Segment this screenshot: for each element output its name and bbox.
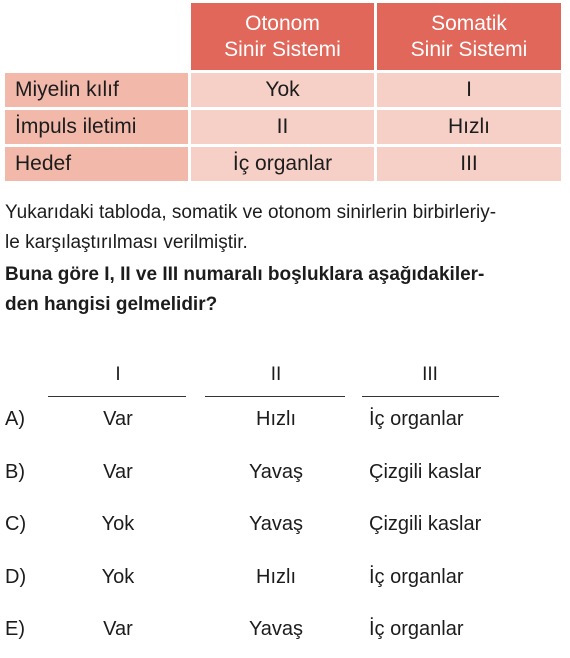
option-value-II: Yavaş xyxy=(248,513,304,535)
table-cell: İç organlar xyxy=(191,147,377,184)
option-value-II: Yavaş xyxy=(248,618,304,640)
answer-column-header-III: III xyxy=(422,364,438,385)
table-cell: Yok xyxy=(191,73,377,110)
header-otonom: Otonom Sinir Sistemi xyxy=(191,3,377,73)
option-value-III: İç organlar xyxy=(369,408,464,430)
table-row xyxy=(5,73,561,110)
option-value-I: Var xyxy=(103,461,133,483)
option-value-III: Çizgili kaslar xyxy=(369,461,482,483)
question-intro: Yukarıdaki tabloda, somatik ve otonom sinirlerin birbirleriy- le karşılaştırılması verilmiştir. xyxy=(5,202,497,253)
option-value-III: İç organlar xyxy=(369,566,464,588)
option-value-I: Var xyxy=(103,408,133,430)
option-value-II: Hızlı xyxy=(256,408,296,430)
option-value-I: Yok xyxy=(101,566,135,588)
row-label: İmpuls iletimi xyxy=(5,110,191,147)
table-header-row xyxy=(5,3,561,73)
table-cell: I xyxy=(377,73,561,110)
option-letter: D) xyxy=(5,566,27,588)
table-cell: III xyxy=(377,147,561,184)
option-letter: C) xyxy=(5,513,27,535)
option-value-II: Hızlı xyxy=(256,566,296,588)
table-cell: Hızlı xyxy=(377,110,561,147)
answer-column-header-II: II xyxy=(270,364,282,385)
answer-column-header-I: I xyxy=(115,364,121,385)
table-cell: II xyxy=(191,110,377,147)
option-e[interactable] xyxy=(0,618,570,648)
column-rule xyxy=(362,396,499,397)
option-value-I: Yok xyxy=(101,513,135,535)
table-corner-cell xyxy=(5,3,191,73)
option-letter: B) xyxy=(5,461,25,483)
column-rule xyxy=(205,396,345,397)
option-value-III: Çizgili kaslar xyxy=(369,513,482,535)
option-a[interactable] xyxy=(0,408,570,438)
option-c[interactable] xyxy=(0,513,570,543)
option-letter: A) xyxy=(5,408,25,430)
option-letter: E) xyxy=(5,618,25,640)
table-row xyxy=(5,110,561,147)
option-value-III: İç organlar xyxy=(369,618,464,640)
row-label: Hedef xyxy=(5,147,191,184)
column-rule xyxy=(48,396,186,397)
option-b[interactable] xyxy=(0,461,570,491)
table-row xyxy=(5,147,561,184)
row-label: Miyelin kılıf xyxy=(5,73,191,110)
header-somatik: Somatik Sinir Sistemi xyxy=(377,3,561,73)
option-value-II: Yavaş xyxy=(248,461,304,483)
option-d[interactable] xyxy=(0,566,570,596)
option-value-I: Var xyxy=(103,618,133,640)
comparison-table xyxy=(5,3,561,184)
question-prompt: Buna göre I, II ve III numaralı boşluklara aşağıdakiler- den hangisi gelmelidir? xyxy=(5,264,485,315)
